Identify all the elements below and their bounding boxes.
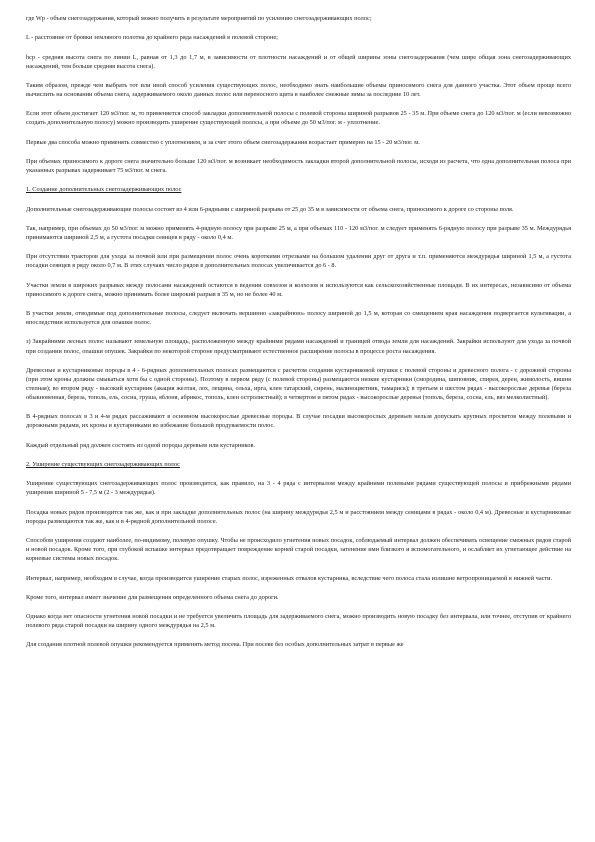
paragraph: Для создания плотной полевой опушки рекомендуется применять метод посева. При посеве без особых дополнительных затрат в первые же: [26, 641, 404, 649]
paragraph: Способом уширения создают наиболее, по-видимому, полевую опушку. Чтобы не происходило угнетения новых посадок, соблюдаемый интервал должен обеспечивать освещение смежных рядов старой и новой посадок. Кроме того, при глубокой вспашке интервал предотвращает повреждение корней старой посадки, затенение ими близкого и вспомогательного, и ослабляет их угнетающее действие на корневые системы новых посадок.: [26, 537, 571, 563]
section-heading-text: 2. Уширение существующих снегозадерживающих полос: [26, 461, 180, 468]
paragraph: Участки земли в широких разрывах между полосами насаждений остаются в ведении совхозов и колхозов и используются как сельскохозяйственные площади. В их интересах, независимо от объема приносимого к дороге снега, можно принимать более широкий разрыв в 35 м, но не более 40 м.: [26, 281, 571, 298]
paragraph: Кроме того, интервал имеет значение для размещения определенного объема снега до дороги.: [26, 593, 279, 601]
paragraph: L - расстояние от бровки земляного полотна до крайнего ряда насаждений в полевой стороне;: [26, 34, 278, 42]
paragraph: В участки земли, отводимые под дополнительные полосы, следует включать вершинно «закрайнюю» полосу шириной до 1,5 м, которая со смещением края насаждения подвергается культивации, а впоследствии используется для опашки полос.: [26, 310, 571, 327]
paragraph: Так, например, при объемах до 50 м3/пог. м можно применять 4-рядную полосу при разрыве 25 м, а при объемах 110 - 120 м3/пог. м следует применять 6-рядную полосу при разрыве 35 м. Междурядья принимаются шириной 2,5 м, а густота посадки сеянцев в ряду - около 0,4 м.: [26, 224, 571, 241]
paragraph: Каждый отдельный ряд должен состоять из одной породы деревьев или кустарников.: [26, 441, 256, 449]
paragraph: Древесные и кустарниковые породы в 4 - 6-рядных дополнительных полосах размещаются с расчетом создания кустарниковой опушки с полевой стороны и древесного полога - с дорожной стороны (при этом кроны должны смыкаться хотя бы с одной стороны). Поэтому в первом ряду (с полевой стороны) размещаются низкие кустарники (смородина, шиповник, спирея, дерен, жимолость, вишня степная); во втором ряду - высокий кустарник (акация желтая, лох, лещина, ольха, ирга, клен татарский, сирень, малиноцветник, тамариск); в третьем и шестом рядах - высокорослые деревья (береза обыкновенная, береза, тополь, ель, сосна, груша, яблоня, абрикос, тополь, клен остролистный); в четвертом и пятом рядах - высокорослые деревья (тополь, береза, сосна, ель, вяз мелколистный).: [26, 366, 571, 402]
paragraph: При отсутствии тракторов для ухода за почвой или при размещении полос очень короткими отрезками на большом удалении друг от друга и т.п. применяются междурядья шириной 1,5 м, а густота посадки сеянцев в ряду около 0,7 м. В этих случаях число рядов в дополнительных полосах увеличивается до 6 - 8.: [26, 253, 571, 270]
paragraph: hср - средняя высота снега по линии L, равная от 1,3 до 1,7 м, в зависимости от плотности насаждений и от общей ширины зоны снегозадержания (чем шире общая зона снегозадерживающих насаждений, тем больше средняя высота снега).: [26, 53, 571, 70]
paragraph: Уширение существующих снегозадерживающих полос производится, как правило, на 3 - 4 ряда с интервалом между крайними полевыми рядами существующей полосы и прибрежными рядами уширения шириной 5 - 7,5 м (2 - 3 междурядья).: [26, 480, 571, 497]
paragraph: Если этот объем достигает 120 м3/пог. м, то применяется способ закладки дополнительной полосы с полевой стороны шириной разрывов 25 - 35 м. При объеме снега до 120 м3/пог. м (если невозможно создать дополнительную полосу) можно производить уширение существующей полосы, а при объеме до 50 м3/пог. м - уплотнение.: [26, 110, 571, 127]
paragraph: В 4-рядных полосах в 3 и 4-м рядах рассаживают в основном высокорослые древесные породы. В случае посадки высокорослых деревьев нельзя допускать крупных просветов между полевыми и дорожными рядами, их кроны и кустарниками во избежание большой продуваемости полос.: [26, 413, 571, 430]
section-heading: [26, 460, 571, 469]
paragraph: Первые два способа можно применять совместно с уплотнением, и за счет этого объем снегозадержания возрастает примерно на 15 - 20 м3/пог. м.: [26, 138, 420, 146]
section-heading-text: 1. Создание дополнительных снегозадерживающих полос: [26, 186, 182, 194]
paragraph: Посадка новых рядов производится так же, как и при закладке дополнительных полос (на ширину междурядья 2,5 м и расстоянием между сеянцами в рядах - около 0,4 м). Древесные и кустарниковые породы размещаются так же, как и в 4-рядной дополнительной полосе.: [26, 508, 571, 525]
document-page: [26, 14, 571, 660]
paragraph: з) Закрайними лесных полос называют земельную площадь, расположенную между крайними рядами насаждений и границей отвода земли для насаждений. Закрайки используют для ухода за почвой при создании полос, опашки опушек. Закрайки по некоторой стороне предусматривают естественное расширение полосы в процессе роста насаждения.: [26, 338, 571, 355]
paragraph: Интервал, например, необходим в случае, когда производится уширение старых полос, изреженных отвалов кустарника, вследствие чего полоса стала излишне ветропроницаемой в нижней части.: [26, 574, 553, 582]
paragraph: Дополнительные снегозадерживающие полосы состоят из 4 или 6-рядными с шириной разрыва от 25 до 35 м в зависимости от объема снега, приносимого к дороге со стороны поля.: [26, 205, 514, 213]
paragraph: Таким образом, прежде чем выбрать тот или иной способ усиления существующих полос, необходимо знать наибольшие объемы приносимого снега для данного участка. Этот объем проще всего вычислить на основании объема снега, задерживаемого около данных полос или переносного щита в наиболее снежные зимы за последние 10 лет.: [26, 81, 571, 99]
paragraph: Однако когда нет опасности угнетения новой посадки и не требуется увеличить площадь для задерживаемого снега, можно производить новую посадку без интервала, или точнее, отступив от крайнего полевого ряда старой посадки на ширину одного междурядья на 2,5 м.: [26, 613, 571, 630]
paragraph: где Wp - объем снегозадержания, который можно получить в результате мероприятий по усилению снегозадерживающих полос;: [26, 15, 372, 22]
paragraph: При объемах приносимого к дороге снега значительно больше 120 м3/пог. м возникает необходимость закладки второй дополнительной полосы, исходя из расчета, что одна дополнительная полоса при указанных разрывах задерживает 75 м3/пог. м снега.: [26, 157, 571, 175]
section-heading: [26, 185, 571, 194]
